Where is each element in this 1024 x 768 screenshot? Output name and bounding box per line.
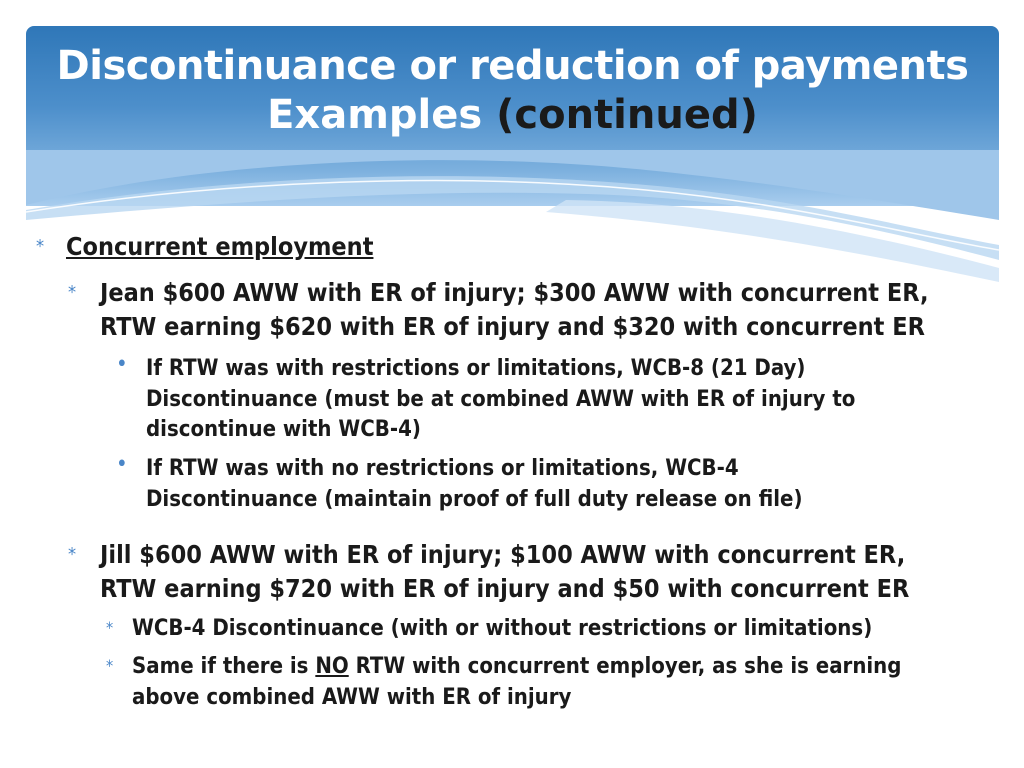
title-continued: (continued): [496, 91, 758, 138]
jean-sub-1-line-3: discontinue with WCB-4): [146, 417, 421, 442]
asterisk-bullet-icon: *: [106, 618, 114, 637]
heading-concurrent-employment: Concurrent employment: [66, 232, 374, 261]
jill-line-1: Jill $600 AWW with ER of injury; $100 AWW with concurrent ER,: [100, 540, 906, 569]
jill-text: [100, 538, 909, 606]
jean-sub-2-line-2: Discontinuance (maintain proof of full duty release on file): [146, 486, 803, 512]
jean-sub-2-line-1: If RTW was with no restrictions or limitations, WCB-4: [146, 456, 739, 481]
jill-line-2: RTW earning $720 with ER of injury and $50 with concurrent ER: [100, 574, 910, 603]
jill-sub-2-line-2: above combined AWW with ER of injury: [132, 684, 572, 710]
jill-sub-2-emphasis: NO: [315, 654, 349, 679]
title-line-1: Discontinuance or reduction of payments: [56, 43, 969, 89]
dot-bullet-icon: •: [116, 452, 128, 477]
asterisk-bullet-icon: *: [106, 656, 114, 675]
jill-sub-2-pre: Same if there is: [132, 654, 316, 679]
asterisk-bullet-icon: *: [68, 544, 77, 565]
jean-sub-2-text: [146, 454, 803, 515]
jill-sub-2-post: RTW with concurrent employer, as she is earning: [348, 654, 902, 679]
jill-sub-1-text: WCB-4 Discontinuance (with or without restrictions or limitations): [132, 616, 873, 641]
jill-sub-2-text: [132, 652, 901, 713]
jean-line-1: Jean $600 AWW with ER of injury; $300 AWW with concurrent ER,: [100, 278, 929, 307]
asterisk-bullet-icon: *: [68, 282, 77, 303]
title-line-2: [26, 91, 999, 140]
slide-title: [26, 42, 999, 140]
jean-text: [100, 276, 929, 344]
asterisk-bullet-icon: *: [36, 236, 45, 257]
title-examples: Examples: [267, 91, 483, 138]
dot-bullet-icon: •: [116, 352, 128, 377]
jean-sub-1-text: [146, 354, 855, 446]
banner-swoosh: [26, 150, 999, 290]
jean-line-2: RTW earning $620 with ER of injury and $320 with concurrent ER: [100, 312, 925, 341]
jean-sub-1-line-2: Discontinuance (must be at combined AWW with ER of injury to: [146, 386, 856, 412]
jean-sub-1-line-1: If RTW was with restrictions or limitations, WCB-8 (21 Day): [146, 356, 806, 381]
